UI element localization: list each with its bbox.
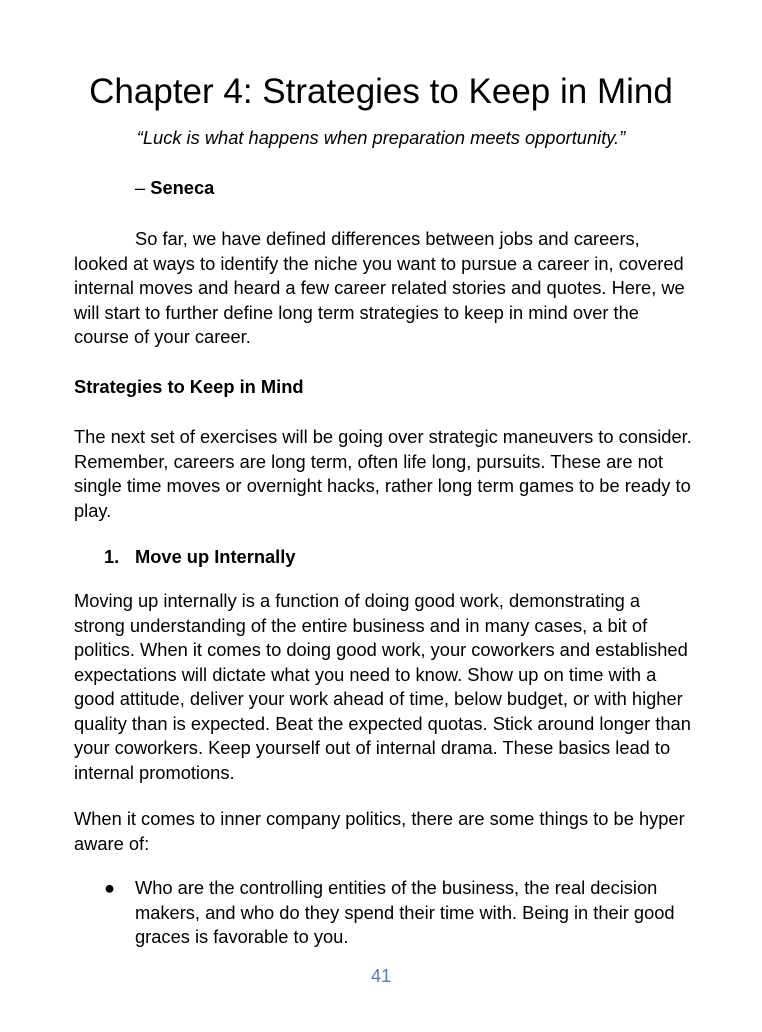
epigraph-dash: – bbox=[135, 177, 151, 198]
politics-paragraph: When it comes to inner company politics, there are some things to be hyper aware of: bbox=[74, 808, 685, 854]
bullet-list-item bbox=[104, 876, 694, 950]
epigraph-quote: “Luck is what happens when preparation meets opportunity.” bbox=[136, 127, 626, 148]
intro-paragraph: So far, we have defined differences between jobs and careers, looked at ways to identify the niche you want to pursue a career in, covered internal moves and heard a few career related stories and quotes. Here, we will start to further define long term strategies to keep in mind over the course of your career. bbox=[74, 228, 685, 347]
chapter-title: Chapter 4: Strategies to Keep in Mind bbox=[89, 72, 673, 111]
item-number: 1. bbox=[104, 546, 120, 567]
numbered-item-heading bbox=[104, 545, 296, 569]
author-name: Seneca bbox=[150, 177, 215, 198]
bullet-icon: ● bbox=[104, 877, 116, 898]
section-heading: Strategies to Keep in Mind bbox=[74, 376, 304, 397]
epigraph-author bbox=[135, 176, 214, 200]
page-number: 41 bbox=[370, 965, 392, 986]
item-label: Move up Internally bbox=[135, 546, 296, 567]
move-up-paragraph: Moving up internally is a function of doing good work, demonstrating a strong understanding of the entire business and in many cases, a bit of politics. When it comes to doing good work, your coworkers and established expectations will dictate what you need to know. Show up on time with a good attitude, deliver your work ahead of time, below budget, or with higher quality than is expected. Beat the expected quotas. Stick around longer than your coworkers. Keep yourself out of internal drama. These basics lead to internal promotions. bbox=[74, 590, 691, 783]
section-paragraph: The next set of exercises will be going over strategic maneuvers to consider. Remember, careers are long term, often life long, pursuits. These are not single time moves or overnight hacks, rather long term games to be ready to play. bbox=[74, 426, 692, 521]
bullet-text: Who are the controlling entities of the business, the real decision makers, and who do they spend their time with. Being in their good graces is favorable to you. bbox=[135, 877, 675, 947]
